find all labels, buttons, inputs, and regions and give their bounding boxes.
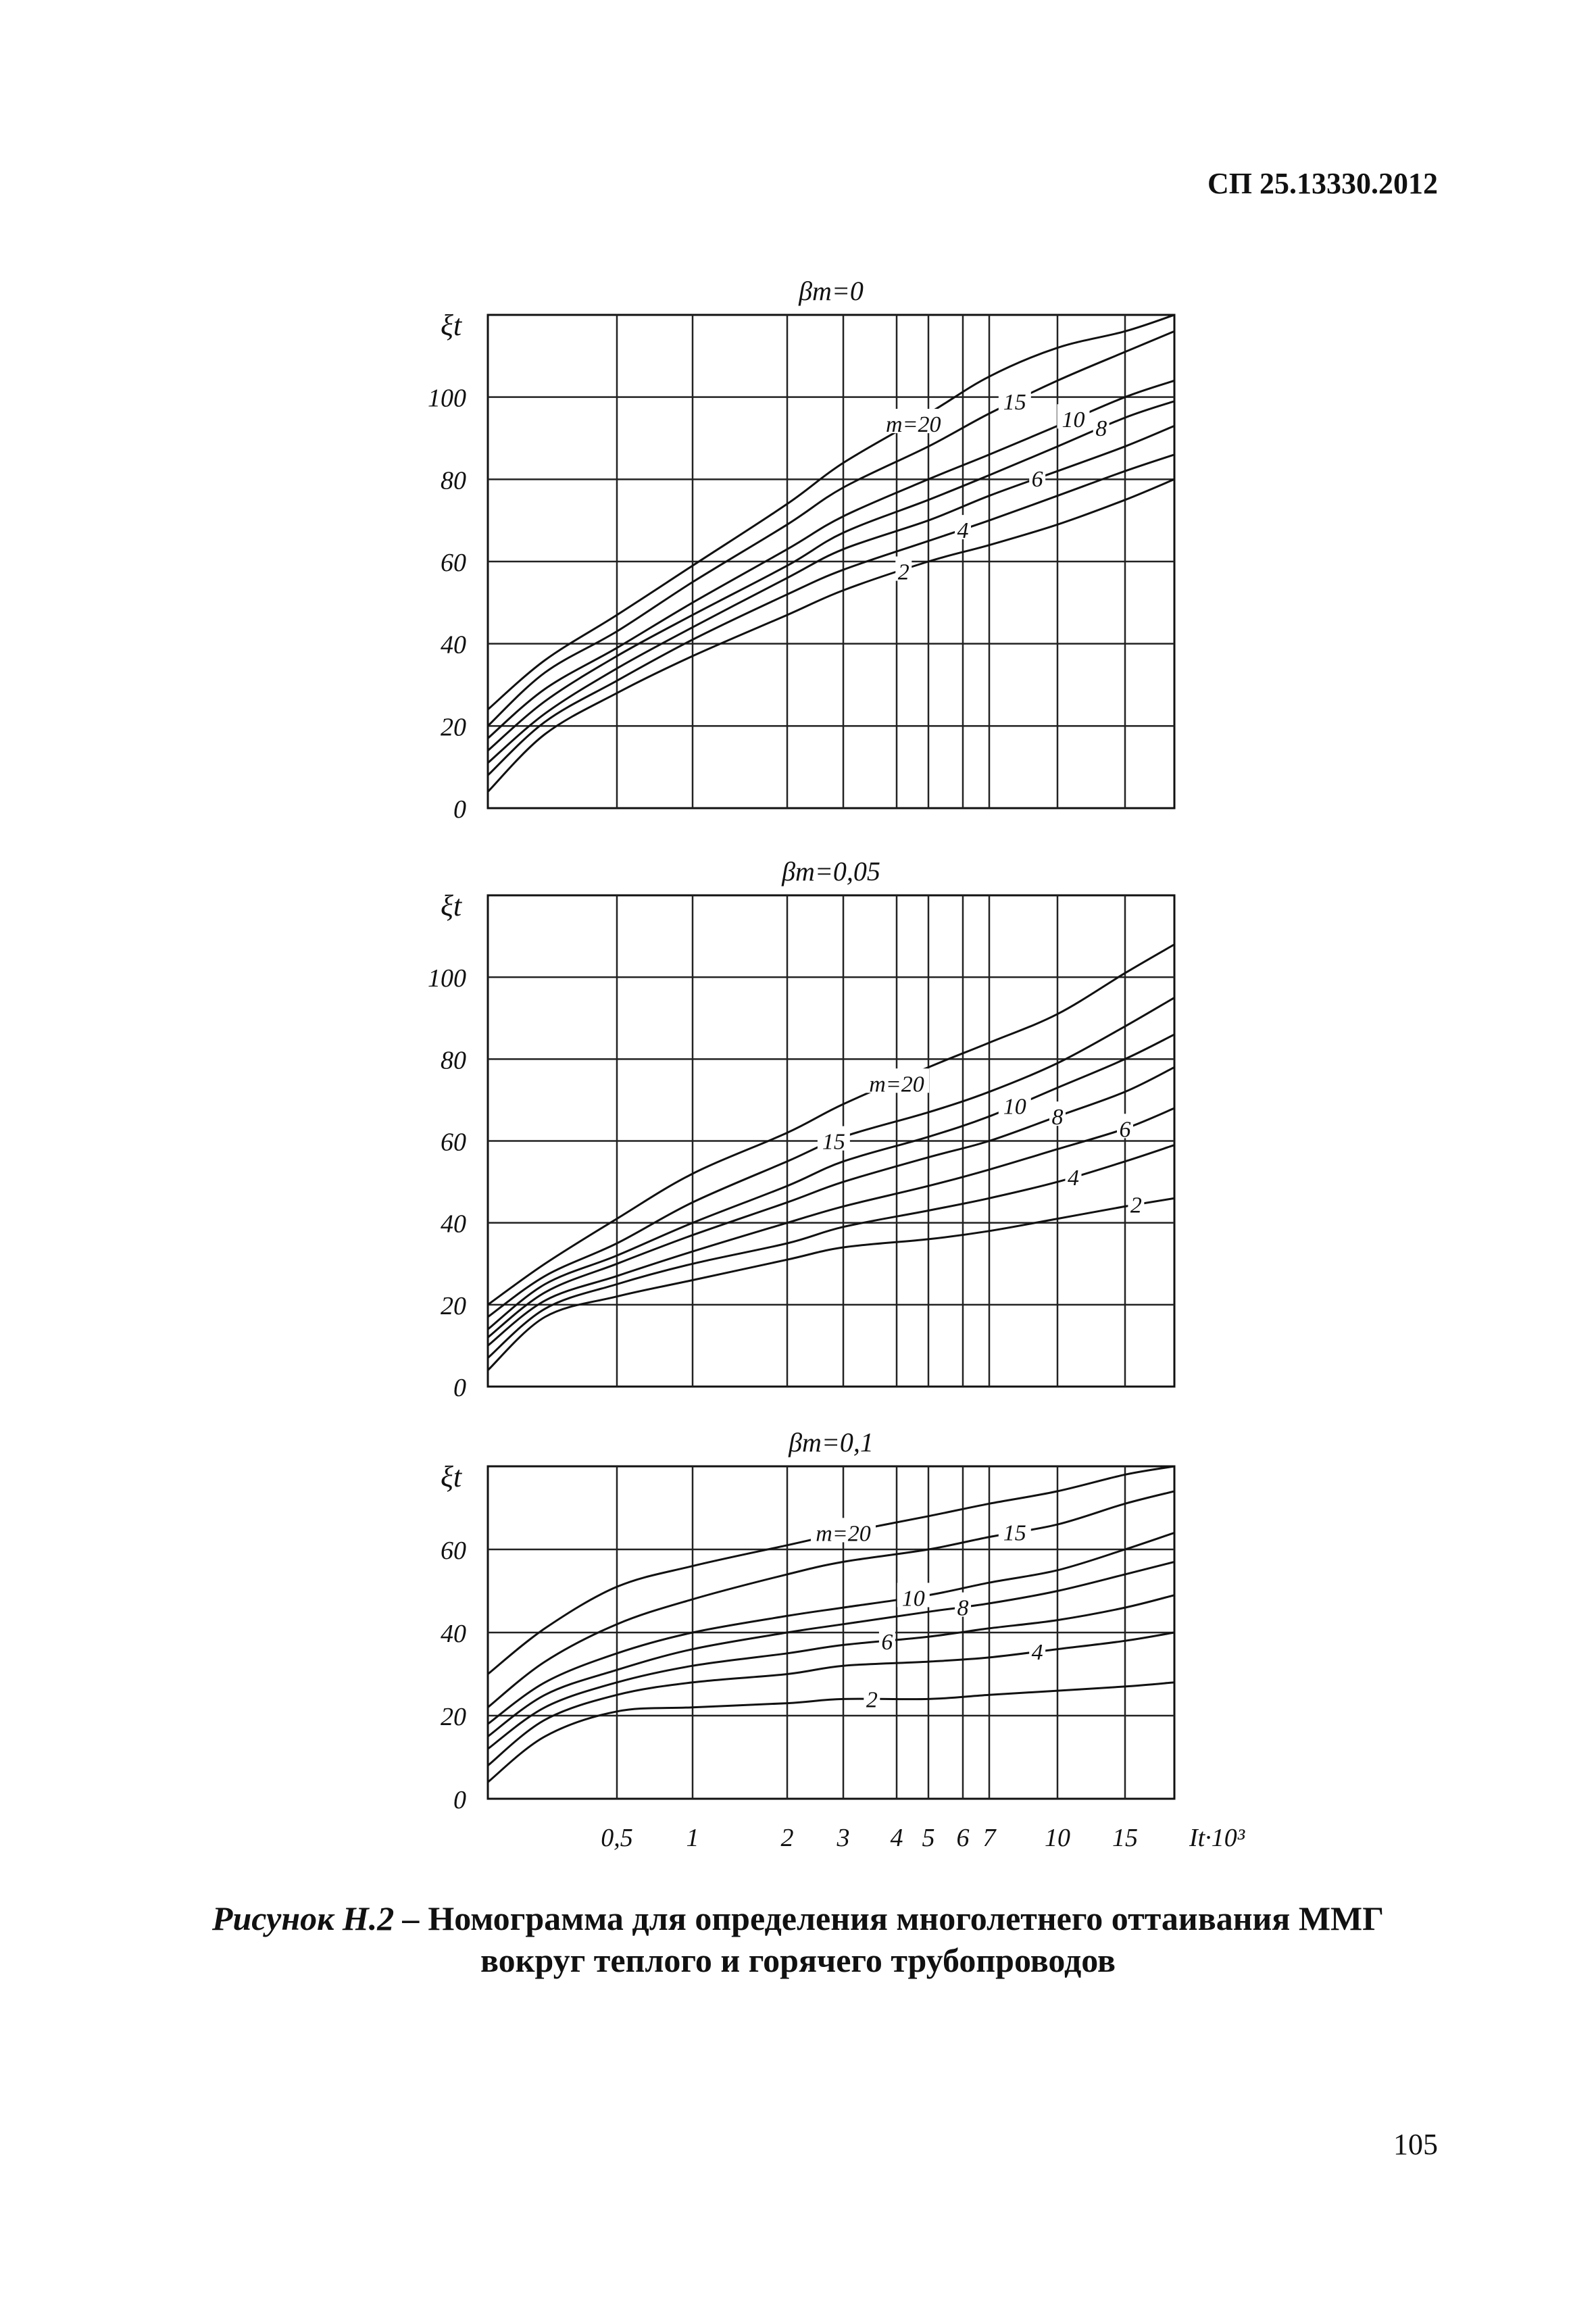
series-label-15: 15: [1003, 1520, 1026, 1546]
y-tick-label: 20: [441, 1703, 466, 1731]
series-label-10: 10: [1003, 1094, 1026, 1120]
y-axis-label: ξt: [441, 309, 462, 342]
y-tick-label: 60: [441, 1537, 466, 1565]
x-tick-label: 15: [1112, 1824, 1138, 1852]
y-tick-label: 100: [428, 384, 466, 413]
y-tick-label: 80: [441, 466, 466, 495]
x-tick-label: 1: [686, 1824, 699, 1852]
series-curve-8: [488, 401, 1174, 751]
series-label-4: 4: [957, 518, 969, 544]
y-axis-label: ξt: [441, 889, 462, 922]
series-curve-4: [488, 455, 1174, 776]
chart-title: βт=0,05: [782, 856, 880, 887]
page-number: 105: [1393, 2128, 1438, 2161]
series-label-6: 6: [1031, 466, 1043, 492]
series-label-4: 4: [1068, 1165, 1080, 1191]
series-curve-2: [488, 479, 1174, 791]
caption-line-1: [203, 1897, 1393, 1939]
x-tick-label: 7: [982, 1824, 996, 1852]
y-tick-label: 60: [441, 549, 466, 577]
series-curve-15: [488, 331, 1174, 726]
series-label-2: 2: [1130, 1193, 1142, 1218]
series-label-m-20: m=20: [816, 1521, 871, 1547]
x-axis-label: It·10³: [1189, 1824, 1245, 1852]
chart-title: βт=0,1: [789, 1427, 874, 1458]
series-label-m-20: m=20: [869, 1072, 924, 1097]
y-tick-label: 20: [441, 1291, 466, 1320]
x-tick-label: 10: [1045, 1824, 1070, 1852]
x-tick-label: 2: [780, 1824, 794, 1852]
series-curve-15: [488, 998, 1174, 1318]
y-tick-label: 40: [441, 1210, 466, 1239]
y-tick-label: 40: [441, 1620, 466, 1648]
series-label-6: 6: [881, 1629, 893, 1655]
series-label-2: 2: [897, 559, 909, 585]
document-code: СП 25.13330.2012: [1207, 167, 1438, 200]
figure-caption: [203, 1897, 1393, 1981]
y-tick-label: 0: [453, 1786, 466, 1814]
series-label-10: 10: [901, 1586, 925, 1612]
x-tick-label: 5: [922, 1824, 935, 1852]
y-tick-label: 60: [441, 1128, 466, 1157]
y-axis-label: ξt: [441, 1460, 462, 1493]
y-tick-label: 20: [441, 713, 466, 742]
x-tick-label: 4: [890, 1824, 903, 1852]
series-curve-6: [488, 1595, 1174, 1749]
y-tick-label: 0: [453, 795, 466, 824]
series-label-15: 15: [1003, 389, 1026, 415]
series-label-8: 8: [957, 1595, 969, 1621]
series-curve-10: [488, 1533, 1174, 1724]
series-label-8: 8: [1051, 1105, 1064, 1130]
series-curve-m-20: [488, 1466, 1174, 1674]
caption-label: Рисунок Н.2 –: [211, 1899, 420, 1937]
series-curve-m-20: [488, 945, 1174, 1305]
series-curve-8: [488, 1068, 1174, 1338]
series-label-15: 15: [822, 1129, 845, 1155]
series-label-m-20: m=20: [886, 412, 941, 438]
x-tick-label: 0,5: [601, 1824, 633, 1852]
series-label-4: 4: [1031, 1640, 1043, 1666]
series-label-8: 8: [1095, 416, 1107, 442]
x-tick-label: 3: [837, 1824, 850, 1852]
series-curve-2: [488, 1683, 1174, 1783]
series-label-6: 6: [1119, 1117, 1131, 1143]
chart-title: βт=0: [799, 276, 864, 306]
y-tick-label: 0: [453, 1374, 466, 1402]
series-label-2: 2: [866, 1687, 878, 1713]
caption-text-1: Номограмма для определения многолетнего оттаивания ММГ: [428, 1899, 1385, 1937]
x-tick-label: 6: [956, 1824, 970, 1852]
y-tick-label: 100: [428, 964, 466, 993]
caption-line-2: вокруг теплого и горячего трубопроводов: [480, 1941, 1116, 1979]
series-label-10: 10: [1062, 407, 1085, 433]
y-tick-label: 80: [441, 1046, 466, 1075]
series-curve-8: [488, 1562, 1174, 1736]
y-tick-label: 40: [441, 630, 466, 659]
